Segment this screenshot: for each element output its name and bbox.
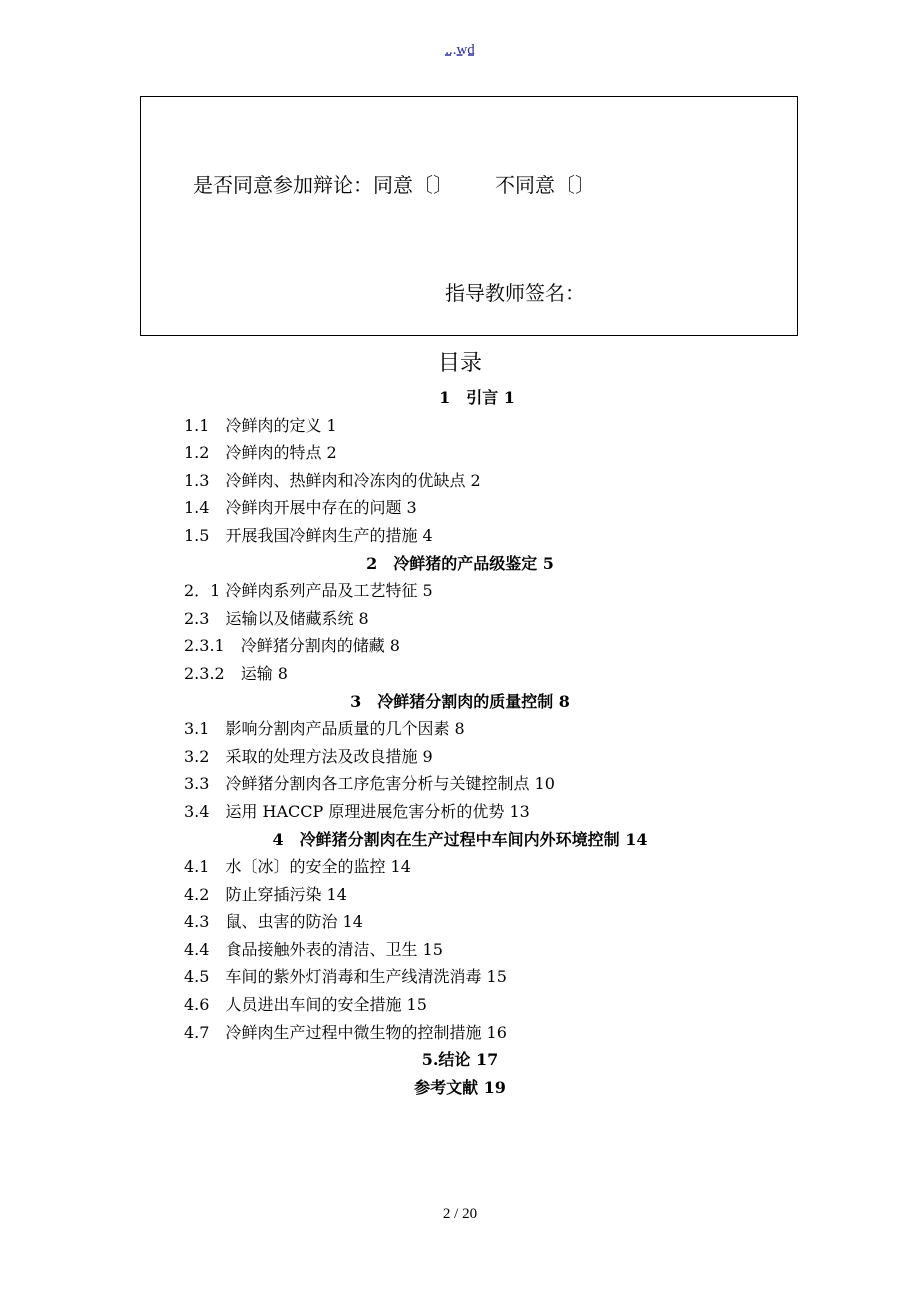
toc-section-heading: 3 冷鲜猪分割肉的质量控制 8	[350, 691, 570, 711]
toc-entry: 4.7 冷鲜肉生产过程中微生物的控制措施 16	[184, 1022, 507, 1042]
toc-entry: 1.4 冷鲜肉开展中存在的问题 3	[184, 498, 417, 518]
toc-entry: 3.1 影响分割肉产品质量的几个因素 8	[184, 719, 465, 739]
toc-entry: 4.6 人员进出车间的安全措施 15	[184, 995, 427, 1015]
toc-entry: 1.3 冷鲜肉、热鲜肉和冷冻肉的优缺点 2	[184, 470, 481, 490]
signature-label: 指导教师签名：	[445, 281, 585, 305]
toc-entry: 4.3 鼠、虫害的防治 14	[184, 912, 363, 932]
agree-option: 同意〔〕	[373, 173, 453, 197]
advisor-opinion-box	[140, 96, 798, 336]
toc-entry: 2.3.2 运输 8	[184, 663, 288, 683]
toc-section-heading: 4 冷鲜猪分割肉在生产过程中车间内外环境控制 14	[272, 829, 648, 849]
toc-entry: 3.2 采取的处理方法及改良措施 9	[184, 746, 433, 766]
toc-entry: 2．1 冷鲜肉系列产品及工艺特征 5	[184, 581, 433, 601]
page-number: 2 / 20	[442, 1206, 478, 1222]
toc-section-heading: 2 冷鲜猪的产品级鉴定 5	[366, 553, 554, 573]
toc-entry: 4.1 水〔冰〕的安全的监控 14	[184, 857, 411, 877]
header-text: ...wd	[445, 42, 475, 58]
toc-entry: 1.2 冷鲜肉的特点 2	[184, 443, 337, 463]
toc-entry: 4.5 车间的紫外灯消毒和生产线清洗消毒 15	[184, 967, 507, 987]
toc-entry: 1.5 开展我国冷鲜肉生产的措施 4	[184, 525, 433, 545]
disagree-option: 不同意〔〕	[495, 173, 595, 197]
page-header	[0, 42, 920, 59]
toc-section-heading: 参考文献 19	[414, 1077, 506, 1097]
toc-title: 目录	[437, 351, 482, 376]
toc-entry: 2.3 运输以及储藏系统 8	[184, 608, 369, 628]
toc-section-heading: 1 引言 1	[439, 388, 515, 407]
consent-question: 是否同意参加辩论：	[193, 173, 373, 197]
toc-entry: 4.2 防止穿插污染 14	[184, 884, 347, 904]
debate-consent-line	[193, 169, 595, 198]
toc-entry: 4.4 食品接触外表的清洁、卫生 15	[184, 939, 443, 959]
toc-entry: 2.3.1 冷鲜猪分割肉的储藏 8	[184, 636, 400, 656]
toc-section-heading: 5.结论 17	[421, 1050, 499, 1070]
toc-entry: 3.3 冷鲜猪分割肉各工序危害分析与关键控制点 10	[184, 774, 555, 794]
toc-entry: 1.1 冷鲜肉的定义 1	[184, 415, 337, 435]
table-of-contents	[0, 384, 920, 1101]
toc-entry: 3.4 运用 HACCP 原理进展危害分析的优势 13	[184, 801, 530, 821]
